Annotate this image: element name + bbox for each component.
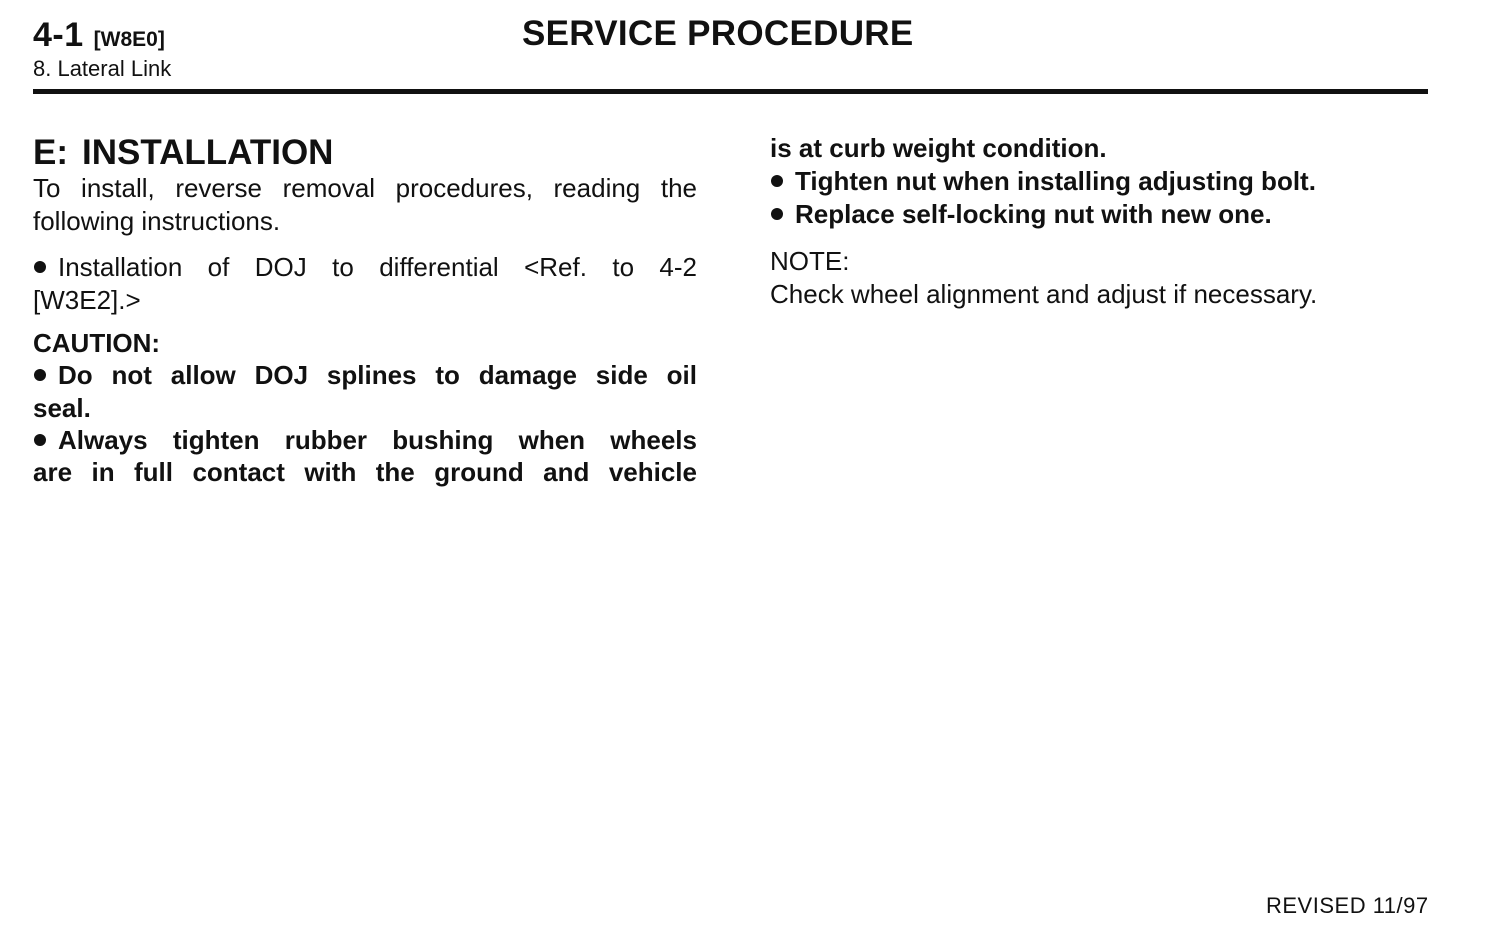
- section-heading-letter: E:: [33, 133, 68, 172]
- intro-text-line-1: To install, reverse removal procedures, reading the: [33, 173, 697, 203]
- bullet-icon: [771, 175, 783, 187]
- caution-item-1: Do not allow DOJ splines to damage side oil: [33, 359, 697, 391]
- section-heading-title: INSTALLATION: [82, 133, 334, 172]
- caution-label: CAUTION:: [33, 328, 161, 358]
- caution-item-1-continuation: seal.: [33, 393, 91, 423]
- caution-item-2-continuation-end: is at curb weight condition.: [770, 133, 1107, 163]
- instruction-bullet: Installation of DOJ to differential <Ref. to 4-2: [33, 251, 697, 283]
- note-label: NOTE:: [770, 246, 850, 276]
- caution-item-4: Replace self-locking nut with new one.: [770, 198, 1272, 230]
- instruction-bullet-continuation: [W3E2].>: [33, 285, 141, 315]
- caution-item-2-continuation: are in full contact with the ground and vehicle: [33, 457, 697, 487]
- caution-item-2: Always tighten rubber bushing when wheels: [33, 424, 697, 456]
- page-number: 4-1: [33, 16, 84, 54]
- page-identifier: [33, 16, 165, 55]
- section-code: [W8E0]: [93, 28, 165, 51]
- note-text: Check wheel alignment and adjust if necessary.: [770, 279, 1318, 309]
- bullet-icon: [34, 261, 46, 273]
- header-divider: [33, 89, 1428, 94]
- page-title: SERVICE PROCEDURE: [522, 14, 914, 53]
- section-heading: [33, 133, 333, 173]
- bullet-icon: [34, 434, 46, 446]
- bullet-icon: [34, 369, 46, 381]
- intro-text-line-2: following instructions.: [33, 206, 281, 236]
- subsection-title: 8. Lateral Link: [33, 56, 172, 81]
- caution-item-3: Tighten nut when installing adjusting bolt.: [770, 165, 1316, 197]
- bullet-icon: [771, 208, 783, 220]
- revision-date: REVISED 11/97: [1266, 893, 1429, 918]
